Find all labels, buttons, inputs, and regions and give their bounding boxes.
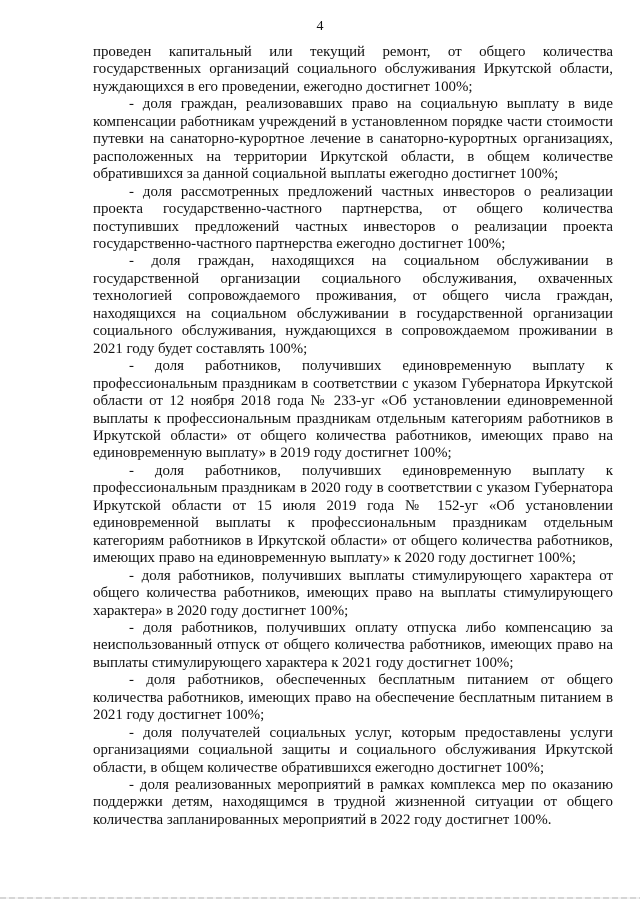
paragraph-5: - доля работников, получивших единовременную выплату к профессиональным праздникам в соответствии с указом Губернатора Иркутской области от 12 ноября 2018 года № 233-уг «Об установлении единовременной выплаты к профессиональным праздникам отдельным категориям работников в Иркутской области» от общего количества работников, имеющих право на единовременную выплату» в 2019 году достигнет 100%; [93, 358, 613, 462]
page-bottom-edge [0, 897, 640, 899]
paragraph-6: - доля работников, получивших единовременную выплату к профессиональным праздникам в 2020 году в соответствии с указом Губернатора Иркутской области от 15 июля 2019 года № 152-уг «Об установлении единовременной выплаты к профессиональным праздникам отдельным категориям работников в Иркутской области» от общего количества работников, имеющих право на единовременную выплату» к 2020 году достигнет 100%; [93, 462, 613, 567]
paragraph-8: - доля работников, получивших оплату отпуска либо компенсацию за неиспользованный отпуск от общего количества работников, имеющих право на выплаты стимулирующего характера к 2021 году достигнет 100%; [93, 619, 613, 671]
paragraph-10: - доля получателей социальных услуг, которым предоставлены услуги организациями социальной защиты и социального обслуживания Иркутской области, в общем количестве обратившихся ежегодно достигнет 100%; [93, 724, 613, 776]
page-number: 4 [316, 19, 324, 34]
paragraph-2: - доля граждан, реализовавших право на социальную выплату в виде компенсации работникам учреждений в установленном порядке части стоимости путевки на санаторно-курортное лечение в санаторно-курортных организациях, расположенных на территории Иркутской области, в общем количестве обратившихся за данной социальной выплаты ежегодно достигнет 100%; [93, 96, 613, 183]
paragraph-11: - доля реализованных мероприятий в рамках комплекса мер по оказанию поддержки детям, находящимся в трудной жизненной ситуации от общего количества запланированных мероприятий в 2022 году достигнет 100%. [93, 777, 613, 828]
paragraph-1: проведен капитальный или текущий ремонт, от общего количества государственных организаций социального обслуживания Иркутской области, нуждающихся в его проведении, ежегодно достигнет 100%; [93, 44, 613, 95]
document-body [93, 44, 613, 829]
paragraph-7: - доля работников, получивших выплаты стимулирующего характера от общего количества работников, имеющих право на выплаты стимулирующего характера» в 2020 году достигнет 100%; [93, 567, 613, 619]
paragraph-9: - доля работников, обеспеченных бесплатным питанием от общего количества работников, имеющих право на обеспечение бесплатным питанием в 2021 году достигнет 100%; [93, 672, 613, 724]
paragraph-3: - доля рассмотренных предложений частных инвесторов о реализации проекта государственно-частного партнерства, от общего количества поступивших предложений частных инвесторов о реализации проекта государственно-частного партнерства ежегодно достигнет 100%; [93, 183, 613, 252]
paragraph-4: - доля граждан, находящихся на социальном обслуживании в государственной организации социального обслуживания, охваченных технологией сопровождаемого проживания, от общего числа граждан, находящихся на социальном обслуживании в государственной организации социального обслуживания, нуждающихся в сопровождаемом проживании в 2021 году будет составлять 100%; [93, 253, 613, 357]
